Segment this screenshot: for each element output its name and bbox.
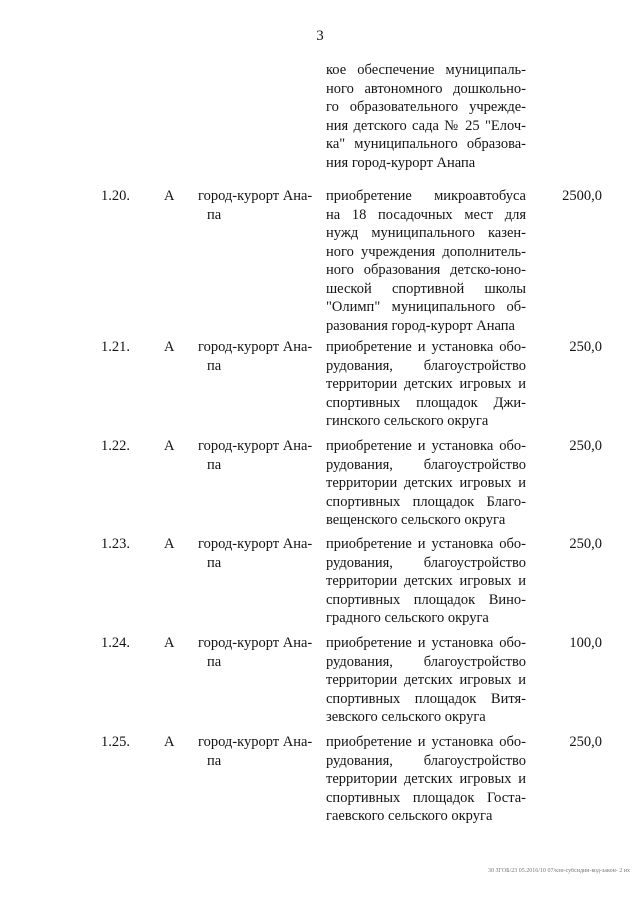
municipality-line: город-курорт Ана-	[198, 339, 313, 355]
description-line: зевского сельского округа	[326, 709, 486, 725]
description-line: приобретение и установка обо-	[326, 339, 526, 355]
description-line: территории детских игровых и	[326, 376, 526, 392]
description-line: ного образования детско-юно-	[326, 262, 526, 278]
description-line: приобретение и установка обо-	[326, 438, 526, 454]
description-line: "Олимп" муниципального об-	[326, 299, 526, 315]
row-municipality	[198, 733, 313, 770]
description-line: шеской спортивной школы	[326, 280, 526, 297]
description-line: рудования, благоустройство	[326, 653, 526, 670]
row-amount: 2500,0	[562, 188, 602, 204]
description-line: территории детских игровых и	[326, 573, 526, 589]
row-description	[326, 437, 526, 530]
municipality-line: па	[207, 357, 222, 374]
description-line: приобретение микроавтобуса	[326, 188, 526, 204]
text-line: ния город-курорт Анапа	[326, 154, 476, 171]
row-description	[326, 733, 526, 826]
row-letter: А	[164, 438, 175, 454]
municipality-line: па	[207, 752, 222, 769]
description-line: спортивных площадок Благо-	[326, 493, 526, 510]
row-municipality	[198, 634, 313, 671]
description-line: спортивных площадок Вино-	[326, 591, 526, 608]
description-line: приобретение и установка обо-	[326, 536, 526, 552]
row-number: 1.24.	[101, 635, 130, 651]
row-description	[326, 187, 526, 335]
municipality-line: па	[207, 456, 222, 473]
municipality-line: город-курорт Ана-	[198, 734, 313, 750]
continuation-text	[326, 61, 526, 172]
row-municipality	[198, 187, 313, 224]
description-line: разования город-курорт Анапа	[326, 317, 515, 334]
description-line: спортивных площадок Джи-	[326, 394, 526, 411]
row-number: 1.22.	[101, 438, 130, 454]
text-line: ного автономного дошкольно-	[326, 80, 526, 97]
footer-file-path: 30 ЗГОБ/23 05.2016/10 07/кзн-субсидии-код-закон- 2 их	[488, 868, 630, 874]
description-line: приобретение и установка обо-	[326, 734, 526, 750]
row-number: 1.25.	[101, 734, 130, 750]
row-letter: А	[164, 188, 175, 204]
description-line: гаевского сельского округа	[326, 808, 493, 824]
municipality-line: город-курорт Ана-	[198, 438, 313, 454]
description-line: территории детских игровых и	[326, 771, 526, 787]
municipality-line: город-курорт Ана-	[198, 536, 313, 552]
row-description	[326, 634, 526, 727]
description-line: рудования, благоустройство	[326, 456, 526, 473]
description-line: на 18 посадочных мест для	[326, 206, 526, 223]
row-description	[326, 338, 526, 431]
row-amount: 250,0	[569, 734, 602, 750]
row-description	[326, 535, 526, 628]
row-amount: 100,0	[569, 635, 602, 651]
row-number: 1.23.	[101, 536, 130, 552]
row-municipality	[198, 338, 313, 375]
text-line: ния детского сада № 25 "Елоч-	[326, 117, 526, 134]
description-line: рудования, благоустройство	[326, 357, 526, 374]
municipality-line: город-курорт Ана-	[198, 188, 313, 204]
row-letter: А	[164, 536, 175, 552]
municipality-line: па	[207, 206, 222, 223]
municipality-line: па	[207, 653, 222, 670]
row-amount: 250,0	[569, 536, 602, 552]
description-line: территории детских игровых и	[326, 475, 526, 491]
description-line: спортивных площадок Госта-	[326, 789, 526, 806]
description-line: приобретение и установка обо-	[326, 635, 526, 651]
text-line: го образовательного учрежде-	[326, 99, 526, 115]
municipality-line: город-курорт Ана-	[198, 635, 313, 651]
row-number: 1.21.	[101, 339, 130, 355]
page-number: 3	[316, 28, 324, 44]
row-letter: А	[164, 635, 175, 651]
row-amount: 250,0	[569, 438, 602, 454]
row-letter: А	[164, 339, 175, 355]
municipality-line: па	[207, 554, 222, 571]
description-line: рудования, благоустройство	[326, 752, 526, 769]
description-line: спортивных площадок Витя-	[326, 690, 526, 707]
text-line: кое обеспечение муниципаль-	[326, 62, 526, 78]
description-line: гинского сельского округа	[326, 413, 489, 429]
description-line: рудования, благоустройство	[326, 554, 526, 571]
row-amount: 250,0	[569, 339, 602, 355]
description-line: ного учреждения дополнитель-	[326, 243, 526, 260]
text-line: ка" муниципального образова-	[326, 136, 526, 152]
description-line: нужд муниципального казен-	[326, 225, 526, 241]
row-letter: А	[164, 734, 175, 750]
row-municipality	[198, 535, 313, 572]
row-number: 1.20.	[101, 188, 130, 204]
description-line: территории детских игровых и	[326, 672, 526, 688]
row-municipality	[198, 437, 313, 474]
description-line: градного сельского округа	[326, 610, 489, 626]
description-line: вещенского сельского округа	[326, 512, 506, 528]
